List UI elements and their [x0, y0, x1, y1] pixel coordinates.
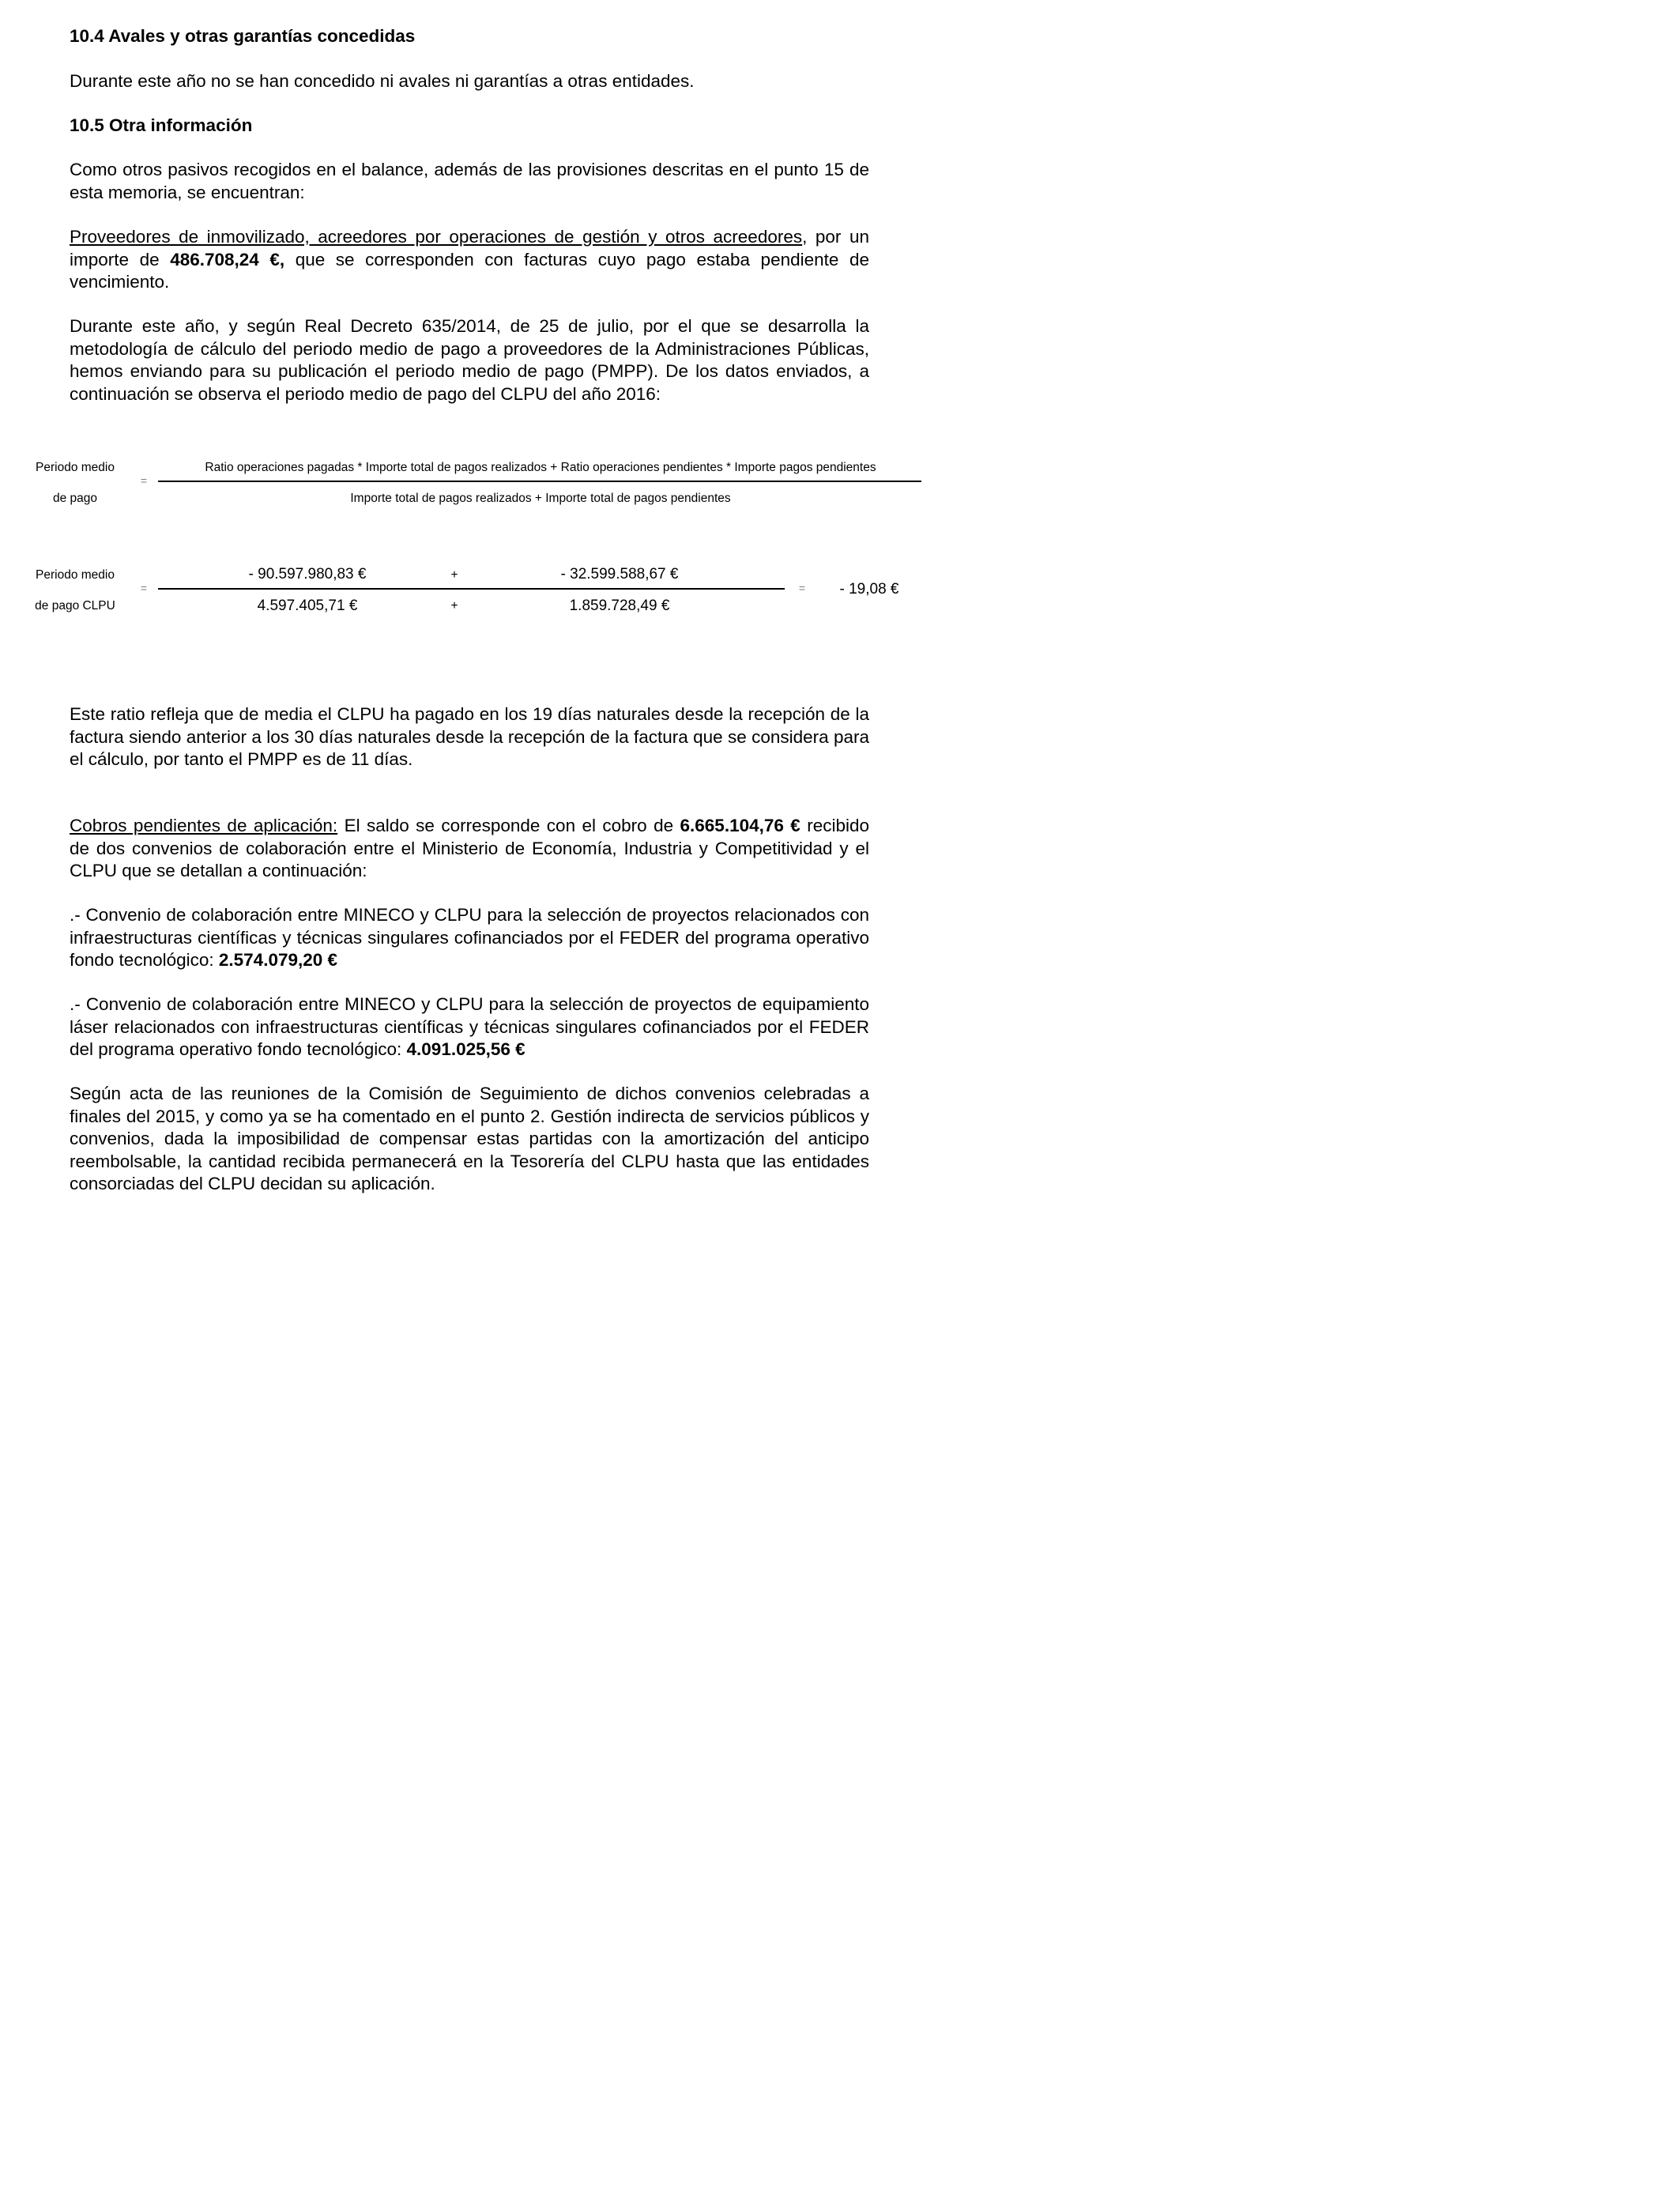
pmpp-paragraph: Durante este año, y según Real Decreto 635/2014, de 25 de julio, por el que se desarrolla la metodología de cálculo del periodo medio de pago a proveedores de la Administraciones Públicas, hemos enviando para su publicación el periodo medio de pago (PMPP). De los datos enviados, a continuación se observa el periodo medio de pago del CLPU del año 2016: — [70, 316, 869, 404]
proveedores-paragraph — [70, 226, 869, 294]
formula-clpu-label-line1: Periodo medio — [36, 568, 115, 582]
cobros-label: Cobros pendientes de aplicación: — [70, 816, 338, 835]
proveedores-label: Proveedores de inmovilizado, acreedores por operaciones de gestión y otros acreedores — [70, 227, 803, 247]
convenio-1-text: .- Convenio de colaboración entre MINECO y CLPU para la selección de proyectos relacionados con infraestructuras científicas y técnicas singulares cofinanciados por el FEDER del programa operativo fondo tecnológico: — [70, 905, 869, 970]
formula-clpu-den-plus: + — [450, 599, 458, 613]
convenio-1-paragraph — [70, 904, 869, 972]
ratio-paragraph: Este ratio refleja que de media el CLPU ha pagado en los 19 días naturales desde la recepción de la factura siendo anterior a los 30 días naturales desde la recepción de la factura que se considera para el cálculo, por tanto el PMPP es de 11 días. — [70, 704, 869, 769]
formula-clpu-fraction-bar — [158, 588, 785, 590]
formula-general-fraction-bar — [158, 481, 921, 482]
cobros-amount: 6.665.104,76 € — [680, 816, 800, 835]
formula-general-denominator: Importe total de pagos realizados + Importe total de pagos pendientes — [350, 492, 731, 505]
formula-clpu-den-left: 4.597.405,71 € — [257, 598, 358, 614]
convenio-2-paragraph — [70, 993, 869, 1061]
formula-general-equals: = — [140, 474, 148, 487]
formula-clpu-num-plus: + — [450, 568, 458, 582]
formula-general-numerator: Ratio operaciones pagadas * Importe total de pagos realizados + Ratio operaciones pendientes * Importe pagos pendientes — [205, 461, 876, 474]
proveedores-amount: 486.708,24 €, — [170, 249, 285, 270]
formula-clpu-den-right: 1.859.728,49 € — [569, 598, 670, 614]
acta-paragraph: Según acta de las reuniones de la Comisión de Seguimiento de dichos convenios celebradas a finales del 2015, y como ya se ha comentado en el punto 2. Gestión indirecta de servicios públicos y convenios, dada la imposibilidad de compensar estas partidas con la amortización del anticipo reembolsable, la cantidad recibida permanecerá en la Tesorería del CLPU hasta que las entidades consorciadas del CLPU decidan su aplicación. — [70, 1084, 869, 1193]
cobros-text-after: recibido de dos convenios de colaboración entre el Ministerio de Economía, Industria y Competitividad y el CLPU que se detallan a continuación: — [70, 816, 870, 880]
section-10-5-heading: 10.5 Otra información — [70, 115, 253, 135]
section-10-5-intro: Como otros pasivos recogidos en el balance, además de las provisiones descritas en el punto 15 de esta memoria, se encuentran: — [70, 160, 869, 202]
formula-clpu-num-left: - 90.597.980,83 € — [248, 566, 367, 582]
convenio-1-amount: 2.574.079,20 € — [218, 950, 338, 970]
formula-clpu-num-right: - 32.599.588,67 € — [560, 566, 679, 582]
formula-general-label-line2: de pago — [52, 492, 98, 505]
formula-general-label-line1: Periodo medio — [36, 461, 115, 474]
section-10-4-heading: 10.4 Avales y otras garantías concedidas — [70, 26, 416, 46]
convenio-2-text: .- Convenio de colaboración entre MINECO y CLPU para la selección de proyectos de equipamiento láser relacionados con infraestructuras científicas y técnicas singulares cofinanciados por el FEDER del programa operativo fondo tecnológico: — [70, 994, 869, 1059]
cobros-text-before: El saldo se corresponde con el cobro de — [337, 816, 680, 835]
convenio-2-amount: 4.091.025,56 € — [406, 1039, 525, 1059]
formula-clpu-result-equals: = — [798, 582, 806, 594]
cobros-paragraph — [70, 815, 869, 883]
formula-clpu-label-line2: de pago CLPU — [35, 599, 115, 613]
section-10-4-text: Durante este año no se han concedido ni avales ni garantías a otras entidades. — [70, 71, 695, 91]
formula-clpu-equals: = — [140, 582, 148, 594]
proveedores-text-before: , por un importe de — [70, 227, 869, 270]
proveedores-text-after: que se corresponden con facturas cuyo pago estaba pendiente de vencimiento. — [70, 249, 869, 292]
formula-clpu-result: - 19,08 € — [839, 581, 899, 598]
